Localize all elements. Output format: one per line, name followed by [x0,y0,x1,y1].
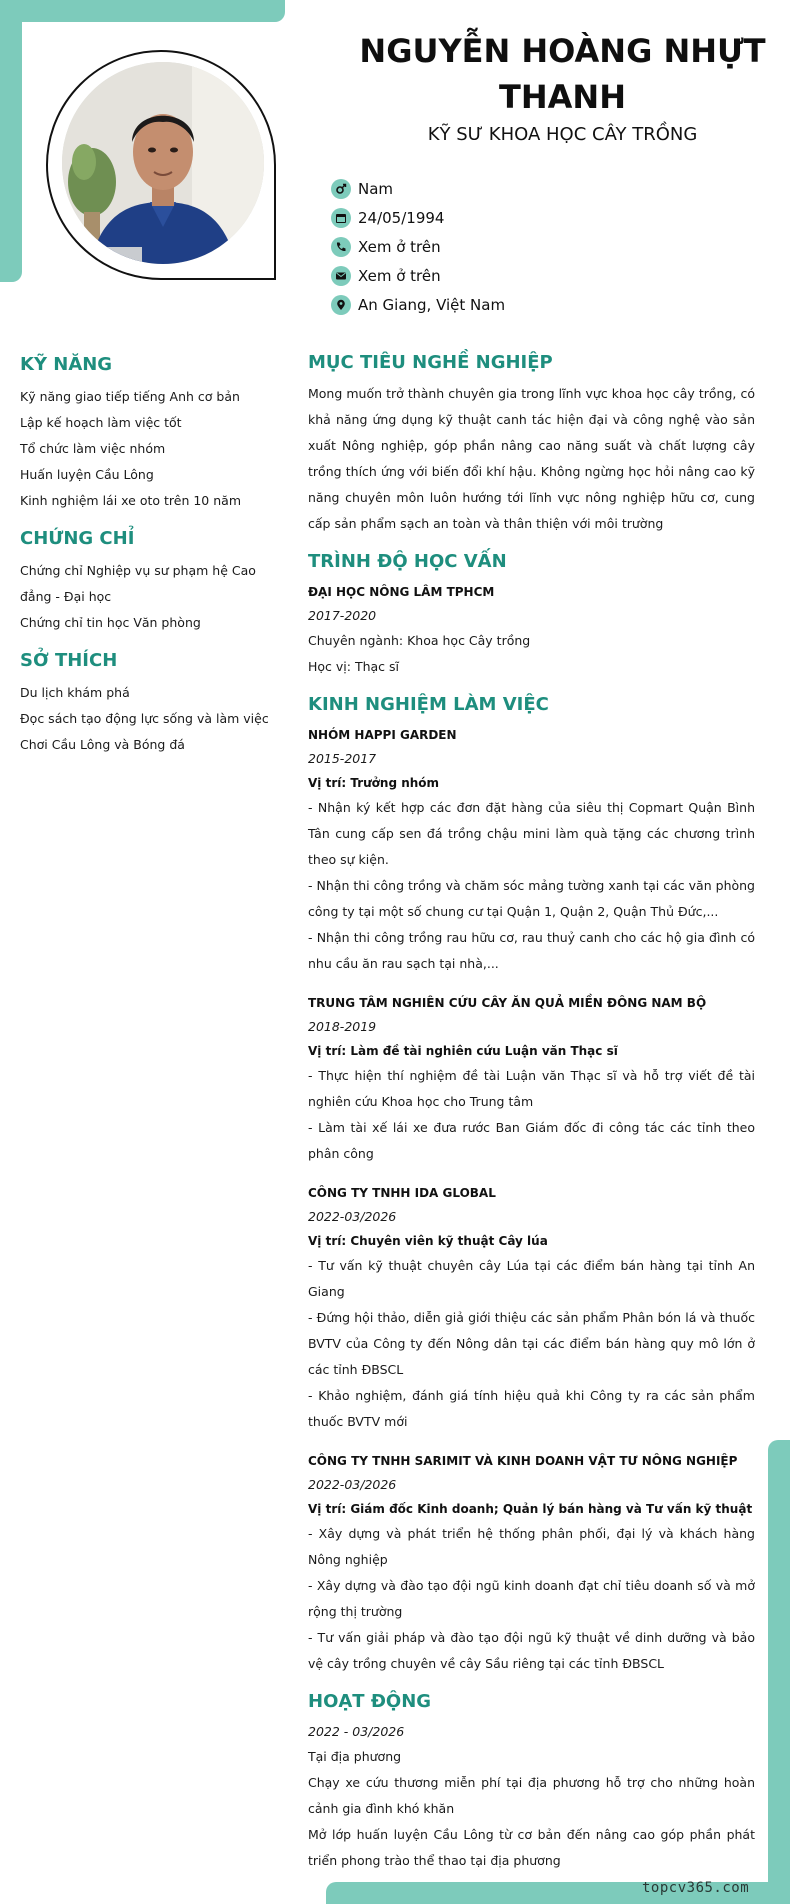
education-heading: TRÌNH ĐỘ HỌC VẤN [308,551,507,572]
school-name: ĐẠI HỌC NÔNG LÂM TPHCM [308,585,495,599]
experience-role: Vị trí: Giám đốc Kinh doanh; Quản lý bán hàng và Tư vấn kỹ thuật [308,1502,753,1516]
contact-gender [331,174,505,203]
experience-line: - Khảo nghiệm, đánh giá tính hiệu quả khi Công ty ra các sản phẩm thuốc BVTV mới [308,1388,755,1429]
candidate-name: NGUYỄN HOÀNG NHỰT THANH [359,32,766,116]
location-icon [331,295,351,315]
calendar-icon [331,208,351,228]
experience-period: 2015-2017 [308,751,377,766]
right-decor-bar [768,1440,790,1904]
experience-item [308,991,755,1167]
education-period: 2017-2020 [308,608,377,623]
contact-birthday [331,203,505,232]
experience-section [308,694,755,1677]
certificate-item: Chứng chỉ Nghiệp vụ sư phạm hệ Cao đẳng - Đại học [20,563,256,604]
skill-item: Kỹ năng giao tiếp tiếng Anh cơ bản [20,389,240,404]
objective-heading: MỤC TIÊU NGHỀ NGHIỆP [308,352,553,373]
experience-line: - Tư vấn giải pháp và đào tạo đội ngũ kỹ thuật về dinh dưỡng và bảo vệ cây trồng chuyên về cây Sầu riêng tại các tỉnh ĐBSCL [308,1630,755,1671]
experience-line: - Nhận ký kết hợp các đơn đặt hàng của siêu thị Copmart Quận Bình Tân cung cấp sen đá trồng chậu mini làm quà tặng các chương trình theo sự kiện. [308,800,755,867]
experience-role: Vị trí: Trưởng nhóm [308,776,440,790]
experience-item [308,1181,755,1435]
experience-period: 2022-03/2026 [308,1477,397,1492]
experience-line: - Thực hiện thí nghiệm đề tài Luận văn Thạc sĩ và hỗ trợ viết đề tài nghiên cứu Khoa học cho Trung tâm [308,1068,755,1109]
hobbies-section [20,650,290,758]
left-decor-bar [0,0,22,282]
right-column [308,352,755,1874]
contact-value: Xem ở trên [358,266,441,285]
activity-line: Mở lớp huấn luyện Cầu Lông từ cơ bản đến nâng cao góp phần phát triển phong trào thể thao tại địa phương [308,1827,755,1868]
skills-section [20,354,290,514]
objective-section [308,352,755,537]
skill-item: Lập kế hoạch làm việc tốt [20,415,182,430]
education-degree: Học vị: Thạc sĩ [308,659,399,674]
certificates-heading: CHỨNG CHỈ [20,528,135,549]
experience-heading: KINH NGHIỆM LÀM VIỆC [308,694,549,715]
experience-line: - Đứng hội thảo, diễn giả giới thiệu các sản phẩm Phân bón lá và thuốc BVTV của Công ty đến Nông dân tại các điểm bán hàng quy mô lớn ở các tỉnh ĐBSCL [308,1310,755,1377]
experience-line: - Tư vấn kỹ thuật chuyên cây Lúa tại các điểm bán hàng tại tỉnh An Giang [308,1258,755,1299]
skill-item: Kinh nghiệm lái xe oto trên 10 năm [20,493,241,508]
certificate-item: Chứng chỉ tin học Văn phòng [20,615,201,630]
contact-value: 24/05/1994 [358,208,445,227]
experience-role: Vị trí: Làm đề tài nghiên cứu Luận văn Thạc sĩ [308,1044,618,1058]
experience-period: 2018-2019 [308,1019,377,1034]
objective-text: Mong muốn trở thành chuyên gia trong lĩnh vực khoa học cây trồng, có khả năng ứng dụng kỹ thuật canh tác hiện đại và công nghệ vào sản xuất Nông nghiệp, góp phần nâng cao năng suất và chất lượng cây trồng thích ứng với biến đổi khí hậu. Không ngừng học hỏi nâng cao kỹ năng chuyên môn luôn hướng tới lĩnh vực nông nghiệp hữu cơ, cung cấp sản phẩm sạch an toàn và thân thiện với môi trường [308,386,755,531]
experience-line: - Nhận thi công trồng và chăm sóc mảng tường xanh tại các văn phòng công ty tại một số chung cư tại Quận 1, Quận 2, Quận Thủ Đức,... [308,878,755,919]
hobby-item: Du lịch khám phá [20,685,130,700]
experience-item [308,723,755,977]
experience-line: - Xây dựng và phát triển hệ thống phân phối, đại lý và khách hàng Nông nghiệp [308,1526,755,1567]
experience-line: - Nhận thi công trồng rau hữu cơ, rau thuỷ canh cho các hộ gia đình có nhu cầu ăn rau sạch tại nhà,... [308,930,755,971]
activities-section [308,1691,755,1874]
top-decor-bar [0,0,285,22]
phone-icon [331,237,351,257]
company-name: CÔNG TY TNHH IDA GLOBAL [308,1186,496,1200]
certificates-section [20,528,290,636]
skill-item: Huấn luyện Cầu Lông [20,467,154,482]
education-section [308,551,755,680]
avatar [62,62,264,264]
email-icon [331,266,351,286]
contact-phone [331,232,505,261]
gender-icon [331,179,351,199]
experience-line: - Xây dựng và đào tạo đội ngũ kinh doanh đạt chỉ tiêu doanh số và mở rộng thị trường [308,1578,755,1619]
contact-value: An Giang, Việt Nam [358,295,506,314]
contact-email [331,261,505,290]
company-name: NHÓM HAPPI GARDEN [308,728,457,742]
activity-period: 2022 - 03/2026 [308,1724,405,1739]
hobby-item: Đọc sách tạo động lực sống và làm việc [20,711,269,726]
company-name: TRUNG TÂM NGHIÊN CỨU CÂY ĂN QUẢ MIỀN ĐÔNG NAM BỘ [308,996,707,1010]
activity-line: Chạy xe cứu thương miễn phí tại địa phương hỗ trợ cho những hoàn cảnh gia đình khó khăn [308,1775,755,1816]
contact-value: Nam [358,179,394,198]
activity-place: Tại địa phương [308,1749,402,1764]
skill-item: Tổ chức làm việc nhóm [20,441,166,456]
company-name: CÔNG TY TNHH SARIMIT VÀ KINH DOANH VẬT TƯ NÔNG NGHIỆP [308,1454,738,1468]
experience-line: - Làm tài xế lái xe đưa rước Ban Giám đốc đi công tác các tỉnh theo phân công [308,1120,755,1161]
watermark: topcv365.com [642,1880,750,1896]
experience-period: 2022-03/2026 [308,1209,397,1224]
hobbies-heading: SỞ THÍCH [20,650,118,671]
contact-location [331,290,505,319]
activities-heading: HOẠT ĐỘNG [308,1691,432,1712]
skills-heading: KỸ NĂNG [20,354,113,375]
hobby-item: Chơi Cầu Lông và Bóng đá [20,737,185,752]
contact-value: Xem ở trên [358,237,441,256]
contact-list [331,174,505,319]
job-title: KỸ SƯ KHOA HỌC CÂY TRỒNG [427,124,698,145]
education-major: Chuyên ngành: Khoa học Cây trồng [308,633,531,648]
experience-item [308,1449,755,1677]
left-column [20,354,290,772]
experience-role: Vị trí: Chuyên viên kỹ thuật Cây lúa [308,1234,548,1248]
